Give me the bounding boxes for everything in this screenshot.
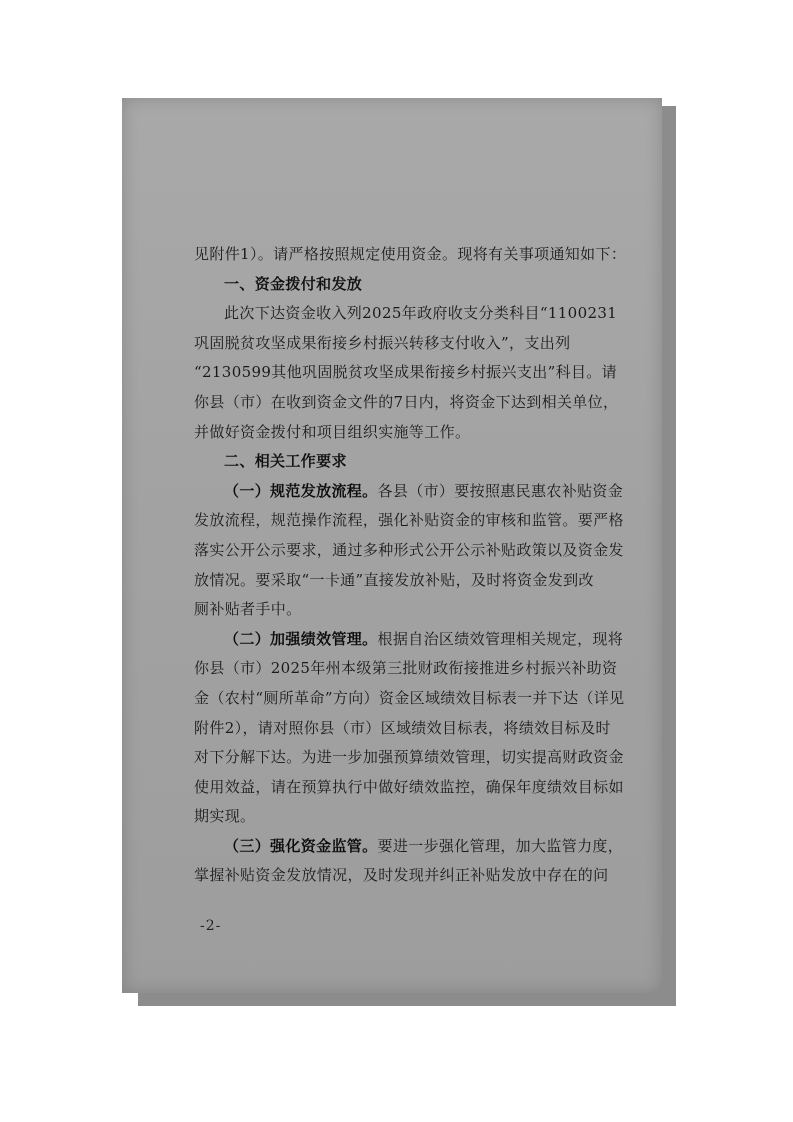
body-line: 使用效益，请在预算执行中做好绩效监控，确保年度绩效目标如 [194, 777, 624, 796]
body-line: 放情况。要采取“一卡通”直接发放补贴，及时将资金发到改 [194, 570, 594, 589]
paragraph-start [194, 625, 624, 655]
body-line: “2130599其他巩固脱贫攻坚成果衔接乡村振兴支出”科目。请 [194, 363, 617, 382]
section-heading: 二、相关工作要求 [224, 452, 347, 471]
subsection-title: （三）强化资金监管。 [224, 836, 378, 855]
body-line: 附件2），请对照你县（市）区域绩效目标表，将绩效目标及时 [194, 718, 611, 737]
body-line: 巩固脱贫攻坚成果衔接乡村振兴转移支付收入”，支出列 [194, 333, 571, 352]
subsection-title: （二）加强绩效管理。 [224, 629, 378, 648]
page-number: -2- [200, 918, 222, 934]
body-line: 此次下达资金收入列2025年政府收支分类科目“1100231 [224, 304, 618, 323]
subsection-title: （一）规范发放流程。 [224, 481, 378, 500]
body-line: 对下分解下达。为进一步加强预算绩效管理，切实提高财政资金 [194, 748, 624, 767]
body-line: 金（农村“厕所革命”方向）资金区域绩效目标表一并下达（详见 [194, 688, 625, 707]
body-line: 落实公开公示要求，通过多种形式公开公示补贴政策以及资金发 [194, 540, 624, 559]
body-line: 厕补贴者手中。 [194, 600, 302, 619]
body-line: 并做好资金拨付和项目组织实施等工作。 [194, 422, 471, 441]
document-body [194, 240, 627, 891]
body-line: 你县（市）2025年州本级第三批财政衔接推进乡村振兴补助资 [194, 659, 618, 678]
paragraph-text: 根据自治区绩效管理相关规定，现将 [377, 629, 624, 648]
body-line: 期实现。 [194, 807, 256, 826]
paragraph-start [194, 832, 624, 862]
scanned-page [122, 98, 662, 993]
paragraph-text: 各县（市）要按照惠民惠农补贴资金 [377, 481, 624, 500]
body-line: 你县（市）在收到资金文件的7日内，将资金下达到相关单位， [194, 392, 619, 411]
section-heading: 一、资金拨付和发放 [224, 274, 363, 293]
body-line: 发放流程，规范操作流程，强化补贴资金的审核和监管。要严格 [194, 511, 624, 530]
paragraph-start [194, 477, 624, 507]
body-line: 见附件1）。请严格按照规定使用资金。现将有关事项通知如下： [194, 245, 627, 263]
body-line: 掌握补贴资金发放情况，及时发现并纠正补贴发放中存在的问 [194, 866, 609, 885]
paragraph-text: 要进一步强化管理，加大监管力度， [377, 836, 624, 855]
